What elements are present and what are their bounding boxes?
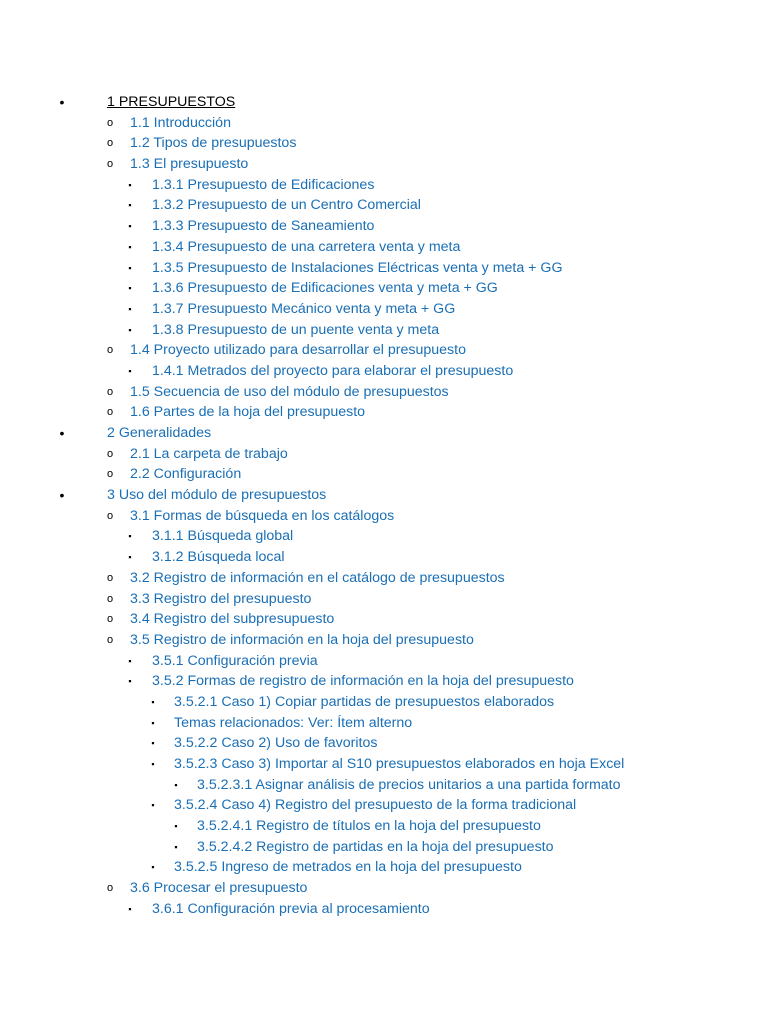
toc-item-level-2 <box>0 526 768 547</box>
toc-link[interactable]: 1.3.7 Presupuesto Mecánico venta y meta + GG <box>152 300 456 317</box>
bullet-square-icon: ▪ <box>128 552 132 563</box>
bullet-square-icon: ▪ <box>128 676 132 687</box>
toc-link[interactable]: 3.5.2.4 Caso 4) Registro del presupuesto de la forma tradicional <box>174 797 577 814</box>
toc-link[interactable]: 1.1 Introducción <box>130 114 231 131</box>
toc-link[interactable]: 1.3.4 Presupuesto de una carretera venta y meta <box>152 238 461 255</box>
bullet-square-icon: ▪ <box>128 283 132 294</box>
toc-item-level-3 <box>0 733 768 754</box>
toc-item-level-3 <box>0 692 768 713</box>
bullet-square-icon: ▪ <box>151 862 155 873</box>
toc-item-level-2 <box>0 216 768 237</box>
toc-item-level-2 <box>0 651 768 672</box>
toc-item-level-1 <box>0 154 768 175</box>
bullet-square-icon: ▪ <box>128 655 132 666</box>
toc-item-level-0 <box>0 92 768 113</box>
bullet-square-icon: ▪ <box>151 759 155 769</box>
bullet-circle-icon: o <box>106 613 114 626</box>
bullet-square-icon: ▪ <box>128 241 132 252</box>
toc-link[interactable]: 3.4 Registro del subpresupuesto <box>130 611 335 628</box>
bullet-circle-icon: o <box>106 633 114 646</box>
toc-item-level-2 <box>0 278 768 299</box>
bullet-circle-icon: o <box>106 882 114 895</box>
toc-link[interactable]: 1.3.1 Presupuesto de Edificaciones <box>152 176 375 193</box>
toc-link[interactable]: 3.1.1 Búsqueda global <box>152 528 294 545</box>
toc-item-level-3 <box>0 754 768 775</box>
bullet-circle-icon: o <box>106 571 114 584</box>
toc-item-level-2 <box>0 195 768 216</box>
toc-item-level-2 <box>0 237 768 258</box>
toc-item-level-1 <box>0 878 768 899</box>
bullet-circle-icon: o <box>106 116 114 129</box>
toc-link[interactable]: 3.5.2 Formas de registro de información en la hoja del presupuesto <box>152 673 574 690</box>
bullet-square-icon: ▪ <box>128 324 132 335</box>
bullet-square-icon: ▪ <box>128 903 132 914</box>
toc-item-level-3 <box>0 795 768 816</box>
bullet-circle-icon: o <box>106 344 114 357</box>
toc-link[interactable]: 3.6.1 Configuración previa al procesamiento <box>152 900 430 917</box>
toc-link[interactable]: 1 PRESUPUESTOS <box>107 94 236 110</box>
bullet-circle-icon: o <box>106 137 114 150</box>
toc-link[interactable]: 2 Generalidades <box>107 425 212 441</box>
toc-link[interactable]: 1.3 El presupuesto <box>130 156 249 173</box>
toc-link[interactable]: 1.4.1 Metrados del proyecto para elaborar el presupuesto <box>152 362 514 379</box>
toc-item-level-4 <box>0 837 768 858</box>
toc-link[interactable]: 3 Uso del módulo de presupuestos <box>107 487 327 504</box>
bullet-square-icon: ▪ <box>128 179 132 190</box>
toc-item-level-2 <box>0 175 768 196</box>
bullet-square-icon: ▪ <box>128 303 132 314</box>
toc-item-level-1 <box>0 402 768 423</box>
toc-item-level-1 <box>0 382 768 403</box>
bullet-square-icon: ▪ <box>128 221 132 232</box>
toc-item-level-0 <box>0 423 768 444</box>
toc-link[interactable]: 1.6 Partes de la hoja del presupuesto <box>130 404 366 421</box>
toc-link[interactable]: 3.5.2.4.2 Registro de partidas en la hoja del presupuesto <box>197 838 554 855</box>
bullet-square-icon: ▪ <box>174 841 178 852</box>
bullet-circle-icon: o <box>106 468 114 481</box>
toc-item-level-1 <box>0 133 768 154</box>
bullet-square-icon: ▪ <box>174 779 178 790</box>
bullet-square-icon: ▪ <box>128 200 132 211</box>
bullet-square-icon: ▪ <box>151 738 155 749</box>
toc-link[interactable]: 3.6 Procesar el presupuesto <box>130 880 308 897</box>
toc-item-level-2 <box>0 320 768 341</box>
bullet-square-icon: ▪ <box>151 800 155 811</box>
toc-link[interactable]: 3.5.2.3 Caso 3) Importar al S10 presupuestos elaborados en hoja Excel <box>174 756 625 772</box>
table-of-contents <box>0 92 768 920</box>
toc-item-level-4 <box>0 775 768 796</box>
toc-item-level-3 <box>0 857 768 878</box>
bullet-square-icon: ▪ <box>128 262 132 273</box>
toc-item-level-2 <box>0 547 768 568</box>
toc-item-level-1 <box>0 589 768 610</box>
bullet-square-icon: ▪ <box>174 821 178 832</box>
toc-link[interactable]: 1.3.5 Presupuesto de Instalaciones Eléctricas venta y meta + GG <box>152 259 563 276</box>
toc-item-level-2 <box>0 258 768 279</box>
bullet-circle-icon: o <box>106 158 114 171</box>
toc-link[interactable]: 1.3.2 Presupuesto de un Centro Comercial <box>152 197 421 214</box>
bullet-square-icon: ▪ <box>128 365 132 376</box>
toc-item-level-1 <box>0 464 768 485</box>
toc-link[interactable]: 3.1.2 Búsqueda local <box>152 549 285 566</box>
bullet-square-icon: ▪ <box>151 717 155 728</box>
toc-link[interactable]: 3.5.2.1 Caso 1) Copiar partidas de presupuestos elaborados <box>174 693 555 710</box>
bullet-circle-icon: o <box>106 385 114 398</box>
toc-link[interactable]: 1.4 Proyecto utilizado para desarrollar el presupuesto <box>130 342 466 359</box>
bullet-circle-icon: o <box>106 592 114 605</box>
toc-item-level-2 <box>0 299 768 320</box>
toc-link[interactable]: 3.5 Registro de información en la hoja del presupuesto <box>130 631 474 648</box>
toc-item-level-1 <box>0 506 768 527</box>
bullet-dot-icon: • <box>59 425 65 441</box>
toc-link[interactable]: 3.5.2.4.1 Registro de títulos en la hoja del presupuesto <box>197 818 541 835</box>
toc-link[interactable]: 3.5.2.5 Ingreso de metrados en la hoja del presupuesto <box>174 859 522 876</box>
toc-link[interactable]: Temas relacionados: Ver: Ítem alterno <box>174 714 413 731</box>
bullet-circle-icon: o <box>106 509 114 522</box>
toc-link[interactable]: 3.2 Registro de información en el catálogo de presupuestos <box>130 569 505 586</box>
toc-link[interactable]: 3.5.2.3.1 Asignar análisis de precios unitarios a una partida formato <box>197 776 621 793</box>
toc-link[interactable]: 1.3.6 Presupuesto de Edificaciones venta y meta + GG <box>152 280 498 297</box>
toc-link[interactable]: 2.2 Configuración <box>130 466 242 483</box>
toc-link[interactable]: 3.5.1 Configuración previa <box>152 652 318 669</box>
toc-link[interactable]: 3.1 Formas de búsqueda en los catálogos <box>130 507 395 524</box>
toc-link[interactable]: 3.3 Registro del presupuesto <box>130 590 312 607</box>
toc-item-level-4 <box>0 816 768 837</box>
toc-link[interactable]: 1.2 Tipos de presupuestos <box>130 135 297 152</box>
toc-link[interactable]: 1.3.8 Presupuesto de un puente venta y meta <box>152 321 440 338</box>
toc-item-level-1 <box>0 609 768 630</box>
bullet-dot-icon: • <box>59 487 65 504</box>
bullet-circle-icon: o <box>106 447 114 460</box>
toc-item-level-1 <box>0 630 768 651</box>
bullet-square-icon: ▪ <box>151 696 155 707</box>
toc-item-level-3 <box>0 713 768 734</box>
toc-item-level-1 <box>0 568 768 589</box>
toc-link[interactable]: 1.3.3 Presupuesto de Saneamiento <box>152 218 375 235</box>
toc-item-level-1 <box>0 444 768 465</box>
toc-item-level-2 <box>0 671 768 692</box>
toc-item-level-2 <box>0 361 768 382</box>
toc-link[interactable]: 3.5.2.2 Caso 2) Uso de favoritos <box>174 735 378 752</box>
toc-item-level-1 <box>0 113 768 134</box>
bullet-square-icon: ▪ <box>128 531 132 542</box>
bullet-dot-icon: • <box>59 94 65 110</box>
toc-link[interactable]: 1.5 Secuencia de uso del módulo de presupuestos <box>130 383 449 400</box>
toc-link[interactable]: 2.1 La carpeta de trabajo <box>130 445 288 462</box>
toc-item-level-0 <box>0 485 768 506</box>
toc-item-level-1 <box>0 340 768 361</box>
bullet-circle-icon: o <box>106 406 114 419</box>
toc-item-level-2 <box>0 899 768 920</box>
